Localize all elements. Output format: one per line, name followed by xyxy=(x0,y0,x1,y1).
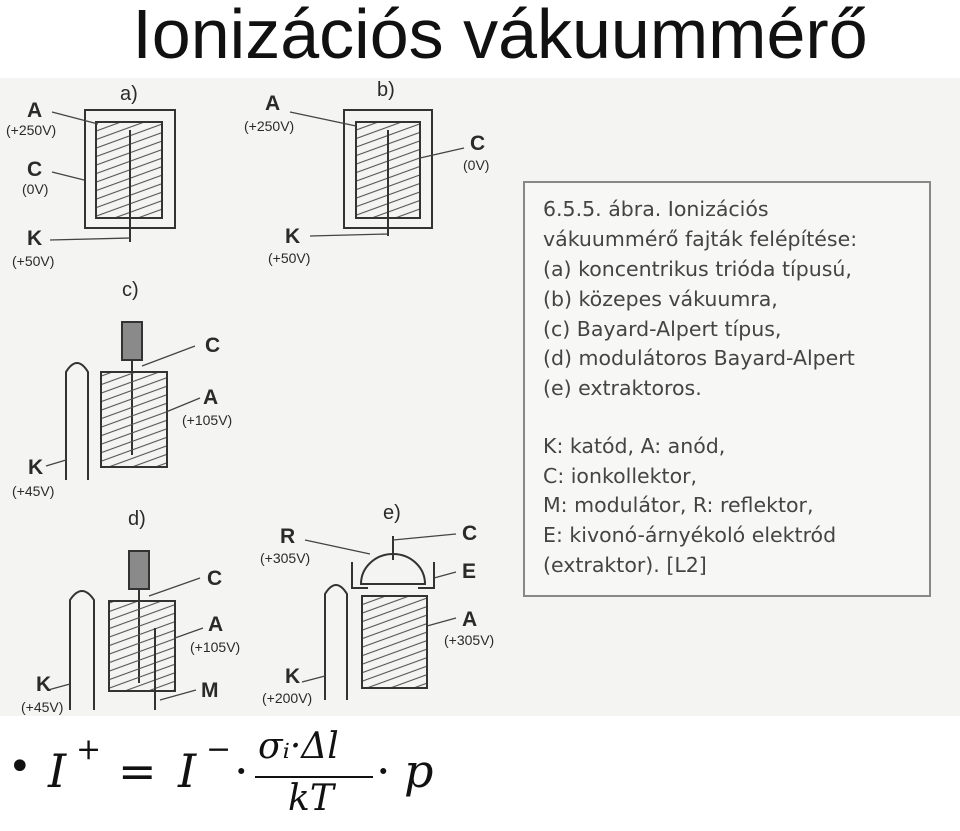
label-e-anode-voltage: (+305V) xyxy=(444,632,495,648)
formula-lhs: I xyxy=(48,744,67,798)
label-b-anode-voltage: (+250V) xyxy=(244,118,295,134)
caption-line: (c) Bayard-Alpert típus, xyxy=(543,317,782,341)
formula-denominator: kT xyxy=(288,778,334,819)
formula-rhs: I xyxy=(178,744,197,798)
label-d-anode: A xyxy=(208,613,224,636)
panel-c xyxy=(46,322,200,480)
caption-line: vákuummérő fajták felépítése: xyxy=(543,227,858,251)
anode-grid-e xyxy=(362,596,427,688)
label-d-collector: C xyxy=(207,567,223,590)
label-c-anode: A xyxy=(203,386,219,409)
collector-seal-d xyxy=(129,551,149,589)
panel-tag-e: e) xyxy=(383,502,401,524)
cathode-filament-c xyxy=(66,363,88,480)
anode-grid-c xyxy=(101,372,167,467)
caption-line: (b) közepes vákuumra, xyxy=(543,287,778,311)
formula-bullet: • xyxy=(8,744,32,790)
cathode-filament-d xyxy=(70,591,94,710)
caption-line: (d) modulátoros Bayard-Alpert xyxy=(543,346,855,370)
caption-line: K: katód, A: anód, xyxy=(543,434,726,458)
figure-caption xyxy=(523,181,931,597)
label-e-cathode: K xyxy=(285,665,301,688)
panel-tag-b: b) xyxy=(377,79,395,101)
cathode-filament-e xyxy=(325,585,347,700)
panel-d xyxy=(48,551,203,710)
caption-line: (extraktor). [L2] xyxy=(543,553,707,577)
label-b-collector-voltage: (0V) xyxy=(463,157,490,173)
label-b-anode: A xyxy=(265,92,281,115)
label-a-cathode-voltage: (+50V) xyxy=(12,253,55,269)
formula-equals: = xyxy=(118,744,157,798)
label-e-anode: A xyxy=(462,608,478,631)
anode-grid-d xyxy=(109,601,175,691)
label-e-extractor: E xyxy=(462,560,477,583)
label-e-reflector-voltage: (+305V) xyxy=(260,550,311,566)
formula xyxy=(0,716,960,831)
label-a-anode-voltage: (+250V) xyxy=(6,122,57,138)
label-c-anode-voltage: (+105V) xyxy=(182,412,233,428)
panel-tag-c: c) xyxy=(122,279,139,301)
formula-sup-plus: + xyxy=(76,732,102,767)
formula-pressure: p xyxy=(404,744,434,798)
label-c-collector: C xyxy=(205,334,221,357)
caption-line: C: ionkollektor, xyxy=(543,464,698,488)
label-d-cathode: K xyxy=(36,673,52,696)
label-a-cathode: K xyxy=(27,227,43,250)
label-a-collector-voltage: (0V) xyxy=(22,181,49,197)
panel-b xyxy=(290,110,464,236)
caption-line: (e) extraktoros. xyxy=(543,376,702,400)
caption-line: E: kivonó-árnyékoló elektród xyxy=(543,523,837,547)
label-b-cathode: K xyxy=(285,225,301,248)
page-title: Ionizációs vákuummérő xyxy=(132,0,868,73)
label-a-collector: C xyxy=(27,158,43,181)
formula-numerator: σᵢ·Δl xyxy=(258,726,339,767)
label-c-cathode-voltage: (+45V) xyxy=(12,483,55,499)
panel-a xyxy=(50,110,175,242)
formula-sup-minus: − xyxy=(206,732,232,767)
panel-e xyxy=(302,534,456,700)
label-e-reflector: R xyxy=(280,525,296,548)
label-d-anode-voltage: (+105V) xyxy=(190,639,241,655)
panel-tag-a: a) xyxy=(120,83,138,105)
formula-dot-2: · xyxy=(376,744,391,798)
collector-seal-c xyxy=(122,322,142,360)
label-d-modulator: M xyxy=(201,679,219,702)
label-a-anode: A xyxy=(27,99,43,122)
label-b-collector: C xyxy=(470,132,486,155)
label-c-cathode: K xyxy=(28,456,44,479)
label-e-collector: C xyxy=(462,522,478,545)
label-d-cathode-voltage: (+45V) xyxy=(21,699,64,715)
panel-tag-d: d) xyxy=(128,508,146,530)
formula-dot: · xyxy=(234,744,249,798)
label-e-cathode-voltage: (+200V) xyxy=(262,690,313,706)
caption-line: M: modulátor, R: reflektor, xyxy=(543,493,814,517)
caption-line: 6.5.5. ábra. Ionizációs xyxy=(543,197,769,221)
caption-line: (a) koncentrikus trióda típusú, xyxy=(543,257,852,281)
label-b-cathode-voltage: (+50V) xyxy=(268,250,311,266)
